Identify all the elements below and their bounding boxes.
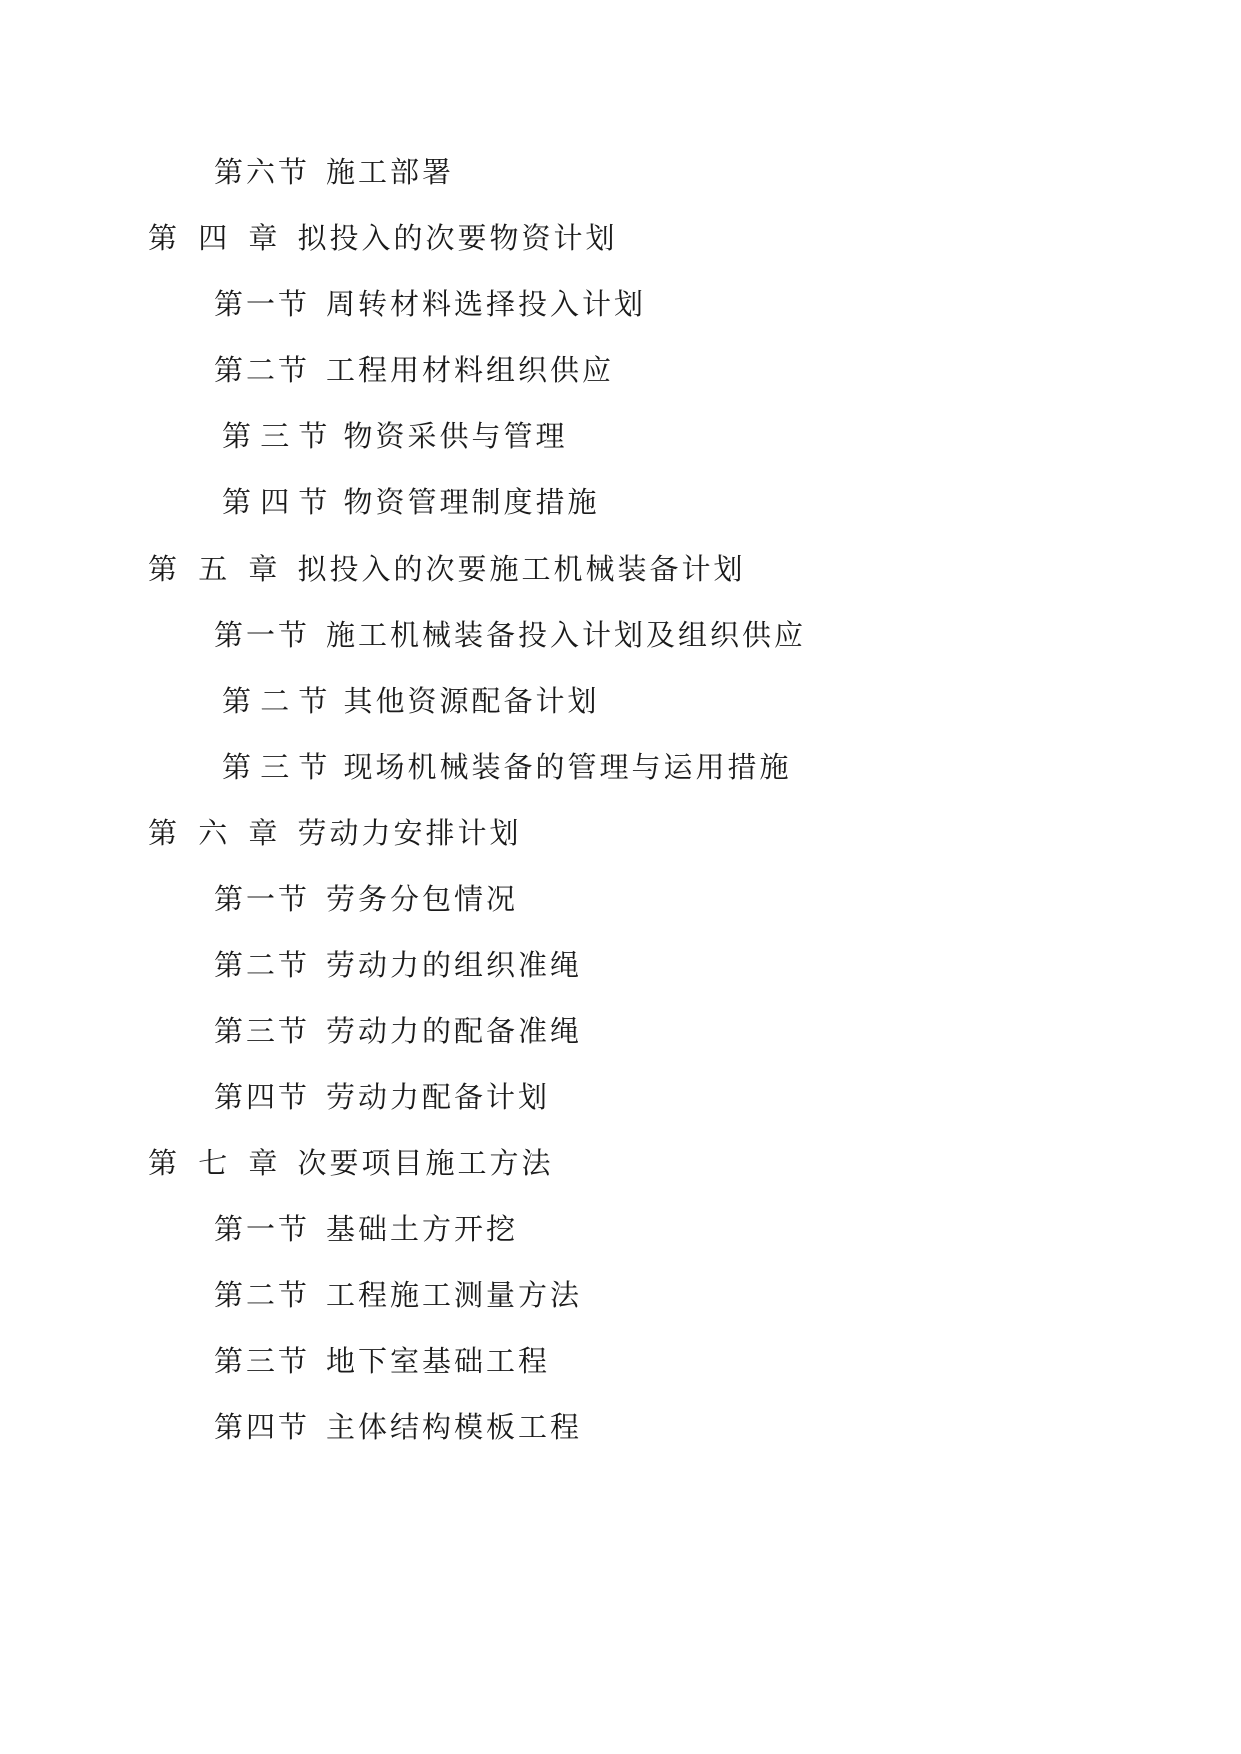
toc-section-entry[interactable] <box>214 947 582 983</box>
toc-section-entry[interactable] <box>214 286 646 322</box>
toc-section-entry[interactable] <box>222 418 567 454</box>
section-title: 现场机械装备的管理与运用措施 <box>343 750 792 784</box>
section-title: 工程施工测量方法 <box>326 1278 583 1312</box>
chapter-title: 次要项目施工方法 <box>297 1146 554 1180</box>
section-number: 第一节 <box>214 882 311 916</box>
chapter-title: 拟投入的次要物资计划 <box>297 221 618 255</box>
section-number: 第 三 节 <box>222 419 328 453</box>
section-number: 第 四 节 <box>222 485 328 519</box>
toc-section-entry[interactable] <box>214 1277 582 1313</box>
section-title: 工程用材料组织供应 <box>326 353 615 387</box>
toc-chapter-entry[interactable] <box>148 815 521 851</box>
section-number: 第 二 节 <box>222 684 328 718</box>
toc-section-entry[interactable] <box>214 352 614 388</box>
toc-section-entry[interactable] <box>214 1079 550 1115</box>
toc-chapter-entry[interactable] <box>148 220 617 256</box>
section-title: 劳务分包情况 <box>326 882 519 916</box>
toc-chapter-entry[interactable] <box>148 1145 553 1181</box>
chapter-title: 劳动力安排计划 <box>297 816 522 850</box>
chapter-number: 第 四 章 <box>148 221 284 255</box>
toc-section-entry[interactable] <box>214 881 518 917</box>
chapter-number: 第 七 章 <box>148 1146 284 1180</box>
section-title: 施工机械装备投入计划及组织供应 <box>326 618 807 652</box>
toc-section-entry[interactable] <box>222 749 791 785</box>
section-number: 第四节 <box>214 1080 311 1114</box>
section-title: 物资采供与管理 <box>343 419 568 453</box>
toc-chapter-entry[interactable] <box>148 551 745 587</box>
section-number: 第二节 <box>214 1278 311 1312</box>
section-title: 物资管理制度措施 <box>343 485 600 519</box>
toc-section-entry[interactable] <box>222 484 599 520</box>
section-title: 劳动力的组织准绳 <box>326 948 583 982</box>
section-title: 主体结构模板工程 <box>326 1410 583 1444</box>
section-title: 劳动力的配备准绳 <box>326 1014 583 1048</box>
toc-section-entry[interactable] <box>214 1343 550 1379</box>
section-title: 劳动力配备计划 <box>326 1080 551 1114</box>
toc-section-entry[interactable] <box>214 617 806 653</box>
section-title: 施工部署 <box>326 155 455 189</box>
toc-section-entry[interactable] <box>214 1013 582 1049</box>
section-number: 第三节 <box>214 1344 311 1378</box>
section-title: 地下室基础工程 <box>326 1344 551 1378</box>
toc-section-entry[interactable] <box>222 683 599 719</box>
section-number: 第一节 <box>214 618 311 652</box>
section-number: 第一节 <box>214 1212 311 1246</box>
section-number: 第二节 <box>214 353 311 387</box>
section-number: 第一节 <box>214 287 311 321</box>
chapter-number: 第 六 章 <box>148 816 284 850</box>
section-number: 第六节 <box>214 155 311 189</box>
toc-section-entry[interactable] <box>214 1409 582 1445</box>
section-title: 基础土方开挖 <box>326 1212 519 1246</box>
toc-section-entry[interactable] <box>214 154 454 190</box>
section-title: 周转材料选择投入计划 <box>326 287 647 321</box>
section-number: 第 三 节 <box>222 750 328 784</box>
chapter-title: 拟投入的次要施工机械装备计划 <box>297 552 746 586</box>
section-number: 第二节 <box>214 948 311 982</box>
toc-section-entry[interactable] <box>214 1211 518 1247</box>
section-title: 其他资源配备计划 <box>343 684 600 718</box>
section-number: 第三节 <box>214 1014 311 1048</box>
section-number: 第四节 <box>214 1410 311 1444</box>
chapter-number: 第 五 章 <box>148 552 284 586</box>
